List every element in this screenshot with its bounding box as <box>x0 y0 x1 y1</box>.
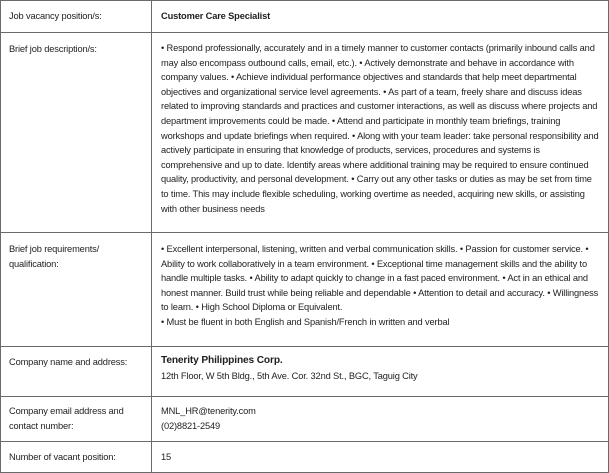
value-cell <box>153 347 608 396</box>
company-label: Company name and address: <box>9 357 128 367</box>
job-description-text: • Respond professionally, accurately and in a timely manner to customer contacts (primarily inbound calls and may also encompass outbound calls, email, etc.). • Actively demonstrate and behave in accordance with company values. • Achieve individual performance objectives and standards that help meet departmental objectives and organizational service level agreements. • As part of a team, freely share and discuss ideas related to improving standards and practices and customer interactions, as well as discuss where projects and department improvements could be made. • Attend and participate in monthly team briefings, training workshops and update briefings when required. • Along with your team leader: take personal responsibility and actively participate in ensuring that knowledge of products, services, procedures and systems is comprehensive and up to date. Identify areas where additional training may be required to ensure continued quality, productivity, and personal development. • Carry out any other tasks or duties as may be set from time to time. This may include flexible scheduling, working overtime as needed, acquiring new skills, or assisting with other business needs <box>161 43 599 214</box>
job-position-value: Customer Care Specialist <box>161 11 271 21</box>
job-description-label: Brief job description/s: <box>9 44 97 54</box>
contact-email: MNL_HR@tenerity.com <box>161 406 256 416</box>
label-cell <box>1 1 152 32</box>
row-job-position <box>1 1 608 32</box>
contact-label-line2: contact number: <box>9 420 74 431</box>
job-position-label: Job vacancy position/s: <box>9 11 102 21</box>
contact-label-line1: Company email address and <box>9 406 124 416</box>
job-requirements-text: • Excellent interpersonal, listening, written and verbal communication skills. • Passion for customer service. • Ability to work collaboratively in a team environment. • Exceptional time management skills and the ability to handle multiple tasks. • Ability to adapt quickly to change in a fast paced environment. • Act in an ethical and honest manner. Build trust while being reliable and dependable • Attention to detail and accuracy. • Willingness to learn. • High School Diploma or Equivalent. <box>161 244 599 313</box>
company-name: Tenerity Philippines Corp. <box>161 355 283 366</box>
label-cell <box>1 33 152 232</box>
contact-phone: (02)8821-2549 <box>161 420 221 431</box>
row-vacancies <box>1 441 608 472</box>
value-cell <box>153 397 608 441</box>
label-cell <box>1 442 152 472</box>
label-cell <box>1 397 152 441</box>
value-cell <box>153 233 608 346</box>
vacancies-value: 15 <box>161 452 172 462</box>
job-requirements-label-line2: qualification: <box>9 258 59 269</box>
row-job-description <box>1 32 608 232</box>
job-requirements-label-line1: Brief job requirements/ <box>9 244 100 254</box>
company-address: 12th Floor, W 5th Bldg., 5th Ave. Cor. 32nd St., BGC, Taguig City <box>161 370 418 381</box>
value-cell <box>153 442 608 472</box>
vacancies-label: Number of vacant position: <box>9 452 116 462</box>
row-company <box>1 346 608 396</box>
label-cell <box>1 233 152 346</box>
label-cell <box>1 347 152 396</box>
row-job-requirements <box>1 232 608 346</box>
job-requirements-language: • Must be fluent in both English and Spanish/French in written and verbal <box>161 316 450 327</box>
value-cell <box>153 33 608 232</box>
row-contact <box>1 396 608 441</box>
value-cell <box>153 1 608 32</box>
